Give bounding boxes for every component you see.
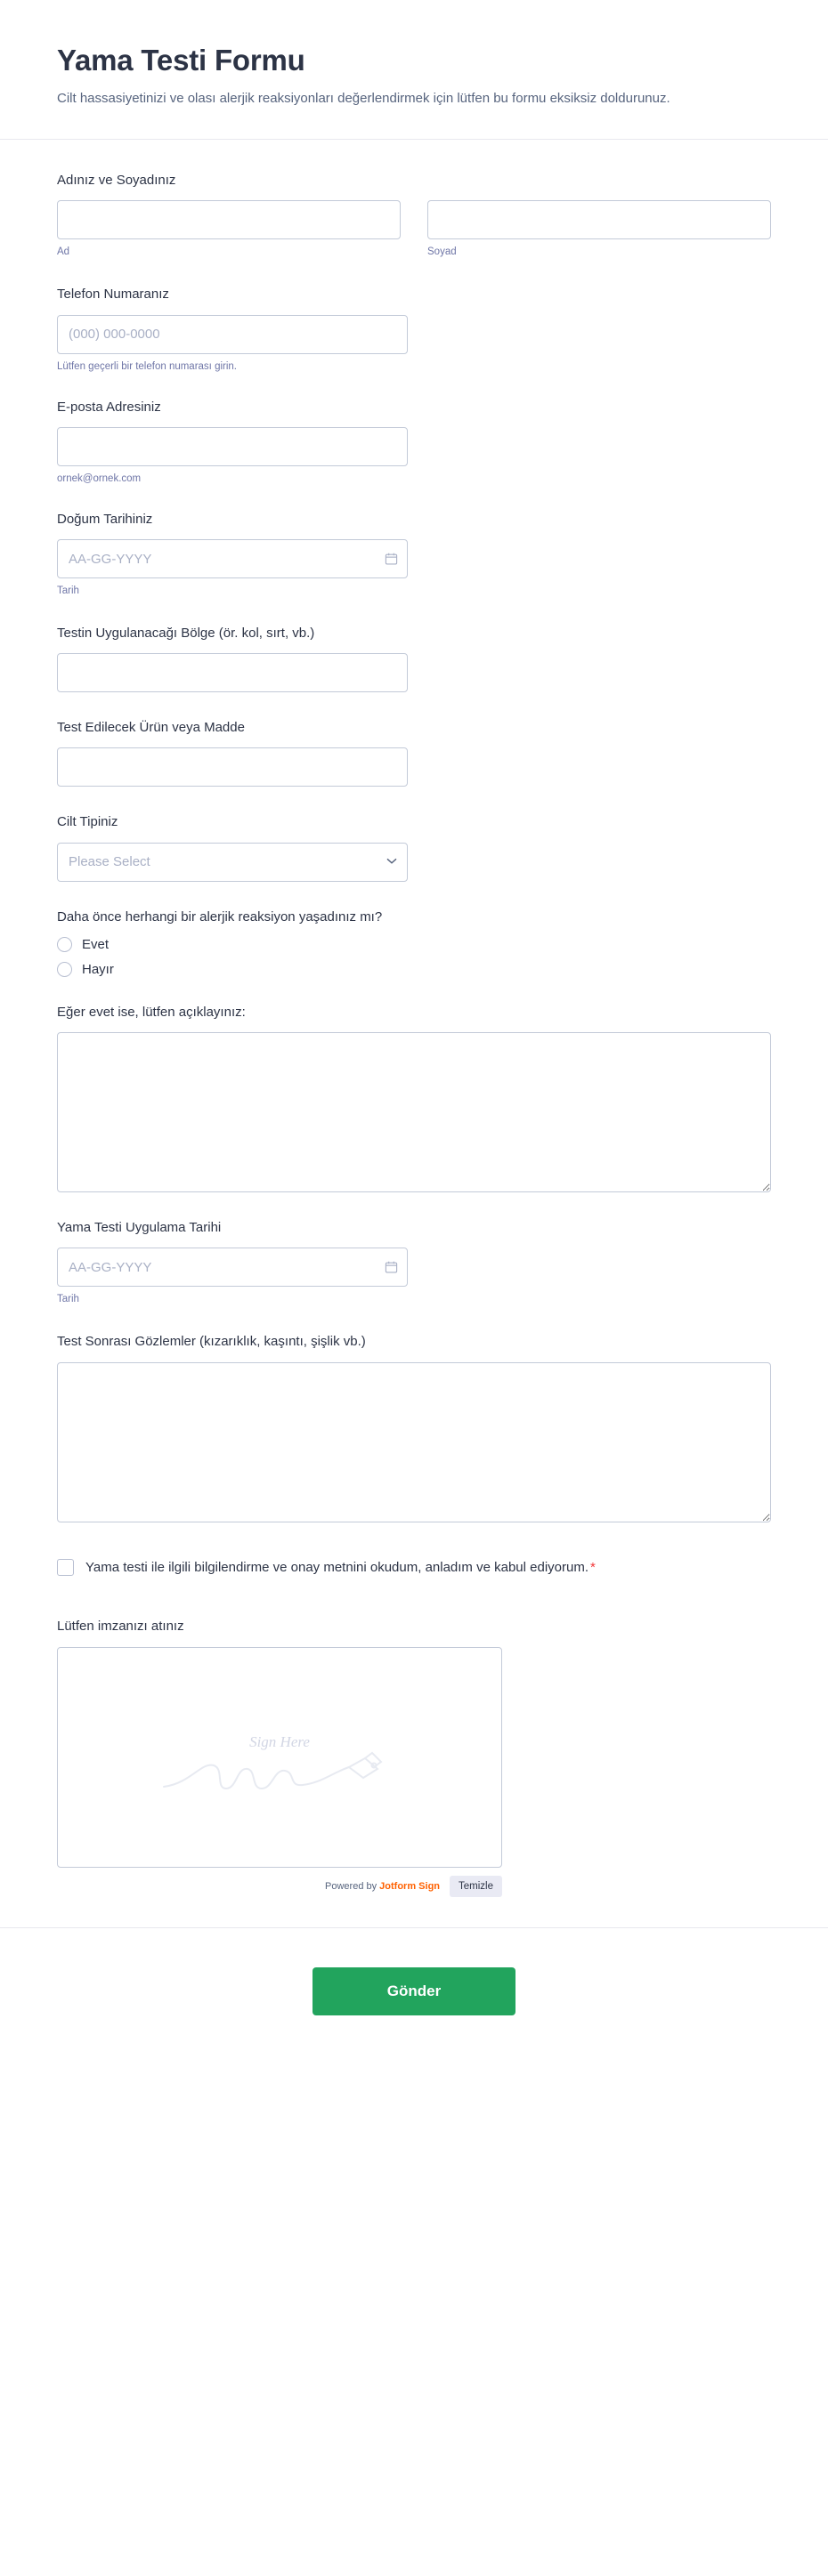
- field-test-area: [57, 625, 771, 692]
- full-name-label: Adınız ve Soyadınız: [57, 173, 176, 189]
- email-label: E-posta Adresiniz: [57, 399, 161, 415]
- field-email: [57, 399, 771, 484]
- signature-placeholder: Sign Here: [249, 1732, 310, 1750]
- phone-hint: Lütfen geçerli bir telefon numarası girin.: [57, 360, 237, 372]
- submit-button[interactable]: Gönder: [313, 1967, 515, 2015]
- consent-text: Yama testi ile ilgili bilgilendirme ve onay metnini okudum, anladım ve kabul ediyorum.: [85, 1559, 589, 1575]
- form-footer: [0, 1927, 828, 2069]
- field-allergy-history: [57, 908, 771, 977]
- birthdate-label: Doğum Tarihiniz: [57, 511, 153, 527]
- last-name-sublabel: Soyad: [427, 246, 457, 258]
- field-allergy-detail: [57, 1004, 771, 1192]
- radio-option-yes[interactable]: [57, 937, 771, 952]
- email-input[interactable]: [57, 427, 408, 466]
- field-observations: [57, 1333, 771, 1522]
- required-asterisk: *: [590, 1559, 596, 1575]
- signature-footer: [57, 1876, 502, 1897]
- signature-scribble-icon: [155, 1748, 404, 1814]
- clear-signature-button[interactable]: Temizle: [450, 1876, 502, 1897]
- form-description: Cilt hassasiyetinizi ve olası alerjik reaksiyonları değerlendirmek için lütfen bu formu eksiksiz doldurunuz.: [57, 90, 670, 106]
- signature-pad[interactable]: [57, 1647, 502, 1868]
- allergy-history-label: Daha önce herhangi bir alerjik reaksiyon yaşadınız mı?: [57, 908, 383, 925]
- test-area-input[interactable]: [57, 653, 408, 692]
- form-header: [0, 0, 828, 140]
- test-date-input[interactable]: [57, 1248, 408, 1287]
- consent-row[interactable]: [57, 1558, 771, 1578]
- product-label: Test Edilecek Ürün veya Madde: [57, 720, 245, 736]
- full-name-row: [57, 200, 771, 259]
- consent-checkbox[interactable]: [57, 1559, 74, 1576]
- email-hint: ornek@ornek.com: [57, 472, 142, 484]
- field-product: [57, 719, 771, 787]
- page-title: Yama Testi Formu: [57, 44, 305, 77]
- observations-textarea[interactable]: [57, 1362, 771, 1522]
- skin-type-select-wrap: [57, 843, 408, 882]
- powered-by-text: [325, 1881, 440, 1892]
- consent-label: [85, 1558, 596, 1578]
- allergy-detail-label: Eğer evet ise, lütfen açıklayınız:: [57, 1004, 246, 1020]
- field-consent: [57, 1558, 771, 1578]
- phone-label: Telefon Numaranız: [57, 287, 169, 303]
- radio-option-no[interactable]: [57, 962, 771, 977]
- field-full-name: [57, 172, 771, 259]
- form-body: [0, 140, 828, 1897]
- test-area-label: Testin Uygulanacağı Bölge (ör. kol, sırt, vb.): [57, 625, 315, 641]
- last-name-col: [427, 200, 771, 259]
- field-phone: [57, 286, 771, 371]
- test-date-label: Yama Testi Uygulama Tarihi: [57, 1220, 222, 1236]
- skin-type-label: Cilt Tipiniz: [57, 814, 118, 830]
- product-input[interactable]: [57, 747, 408, 787]
- birthdate-input[interactable]: [57, 539, 408, 578]
- birthdate-input-wrap: [57, 539, 408, 578]
- test-date-input-wrap: [57, 1248, 408, 1287]
- powered-prefix: Powered by: [325, 1880, 377, 1892]
- radio-circle-icon[interactable]: [57, 937, 72, 952]
- allergy-detail-textarea[interactable]: [57, 1032, 771, 1192]
- first-name-col: [57, 200, 401, 259]
- field-test-date: [57, 1219, 771, 1306]
- radio-circle-icon[interactable]: [57, 962, 72, 977]
- jotform-sign-brand: Jotform Sign: [379, 1880, 441, 1892]
- first-name-sublabel: Ad: [57, 246, 70, 258]
- field-birthdate: [57, 511, 771, 598]
- birthdate-sublabel: Tarih: [57, 585, 79, 597]
- signature-label: Lütfen imzanızı atınız: [57, 1619, 184, 1635]
- last-name-input[interactable]: [427, 200, 771, 239]
- test-date-sublabel: Tarih: [57, 1294, 79, 1305]
- radio-label-no: Hayır: [82, 961, 114, 977]
- skin-type-select[interactable]: [57, 843, 408, 882]
- observations-label: Test Sonrası Gözlemler (kızarıklık, kaşıntı, şişlik vb.): [57, 1334, 366, 1350]
- phone-input[interactable]: [57, 315, 408, 354]
- allergy-radio-group: [57, 937, 771, 977]
- field-skin-type: [57, 813, 771, 881]
- field-signature: [57, 1618, 771, 1896]
- radio-label-yes: Evet: [82, 936, 110, 952]
- first-name-input[interactable]: [57, 200, 401, 239]
